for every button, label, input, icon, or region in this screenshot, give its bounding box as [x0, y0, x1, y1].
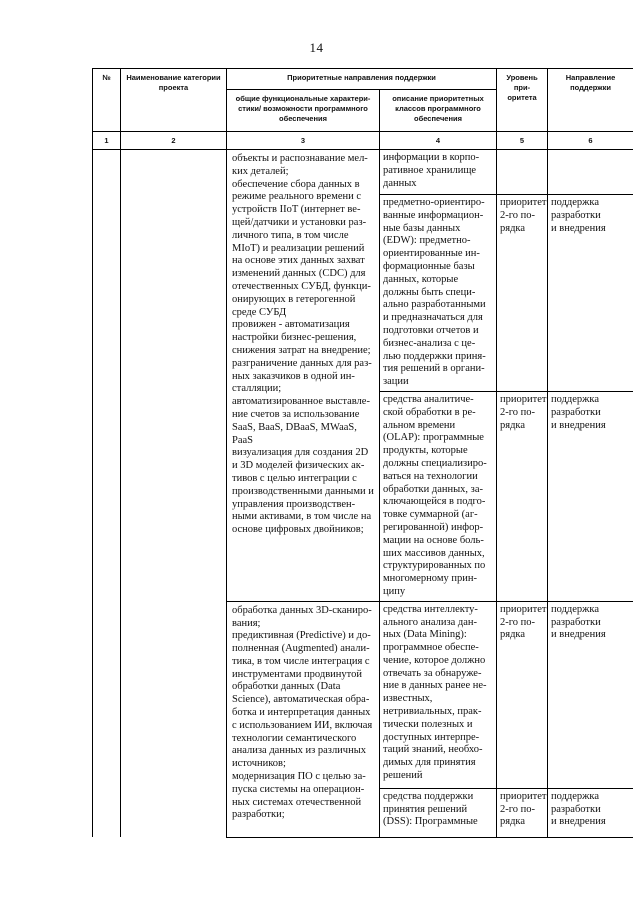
support-direction: поддержка разработки и внедрения [551, 603, 606, 641]
col-number-4: 4 [380, 132, 497, 150]
header-support-direction: Направление поддержки [565, 73, 616, 92]
class-description: средства интеллекту- ального анализа дан- ных (Data Mining): программное обеспе- чение, которое должно отвечать за обнаруже- ние в данных ранее не- известных, нетривиальных, прак- тически полезных и доступных интерпре- таций знаний, необхо- димых для принятия решений [383, 603, 487, 782]
priority-level: приоритет 2-го по- рядка [500, 790, 547, 828]
characteristics-text-2: обработка данных 3D-сканиро- вания; предиктивная (Predictive) и до- полненная (Augmented) анали- тика, в том числе интеграция с инструментами продвинутой обработки данных (Data Science), автоматическая обра- ботка и интерпретация данных с использованием ИИ, включая технологии семантического анализа данных из различных источников; модернизация ПО с целью за- пуска системы на операцион- ных системах отечественной разработки; [232, 604, 373, 821]
priority-level: приоритет 2-го по- рядка [500, 197, 547, 234]
header-number: № [102, 73, 111, 82]
support-directions-table [92, 68, 633, 838]
class-description: средства поддержки принятия решений (DSS): Программные [383, 790, 478, 828]
col-number-2: 2 [121, 132, 227, 150]
characteristics-text-1: объекты и распознавание мел- ких деталей; обеспечение сбора данных в режиме реального времени с устройств IIoT (интернет ве- щей/датчики и установки раз- личного типа, в том числе MIoT) и реализации решений на основе этих данных захват изменений данных (CDC) для отечественных СУБД, функци- онирующих в гетерогенной среде СУБД провижен - автоматизация настройки бизнес-решения, снижения затрат на внедрение; разграничение данных для раз- ных заказчиков в одной ин- сталляции; автоматизированное выставле- ние счетов за использование SaaS, BaaS, DBaaS, MWaaS, PaaS визуализация для создания 2D и 3D моделей физических ак- тивов с целью интеграции с производственными данными и управления производствен- ными активами, в том числе на основе цифровых двойников; [232, 153, 374, 536]
cell-empty-category [121, 601, 227, 837]
header-general-characteristics: общие функциональные характери- стики/ возможности программного обеспечения [235, 94, 371, 123]
class-description: предметно-ориентиро- ванные информацион- ные базы данных (EDW): предметно- ориентированные ин- формационные базы данных, которые должны быть специ- ально разработанными и предназначаться для подготовки отчетов и бизнес-анализа с це- лью поддержки приня- тия решений в органи- зации [383, 197, 486, 388]
col-number-6: 6 [548, 132, 633, 150]
cell-empty-number [93, 601, 121, 837]
page-number: 14 [309, 40, 324, 55]
col-number-1: 1 [93, 132, 121, 150]
class-description: средства аналитиче- ской обработки в ре- альном времени (OLAP): программные продукты, которые должны специализиро- ваться на технологии обработки данных, за- ключающейся в подго- товке суммарной (аг- регированной) инфор- мации на основе боль- ших массивов данных, структурированных по многомерному прин- ципу [383, 393, 487, 597]
numbering-row [93, 132, 633, 150]
header-priority-directions: Приоритетные направления поддержки [287, 73, 436, 82]
header-row-1 [93, 69, 633, 90]
table-row [93, 601, 633, 788]
col-number-3: 3 [227, 132, 380, 150]
priority-level: приоритет 2-го по- рядка [500, 393, 547, 431]
support-direction: поддержка разработки и внедрения [551, 197, 606, 234]
support-direction: поддержка разработки и внедрения [551, 790, 606, 828]
cell-general-characteristics [227, 601, 380, 837]
table-row [93, 150, 633, 195]
col-number-5: 5 [497, 132, 548, 150]
header-class-description: описание приоритетных классов программного обеспечения [392, 94, 484, 123]
support-direction: поддержка разработки и внедрения [551, 393, 606, 431]
priority-level [497, 150, 547, 154]
header-priority-level: Уровень при- оритета [506, 73, 538, 102]
header-category-name: Наименование категории проекта [126, 73, 221, 92]
cell-empty-category [121, 150, 227, 602]
class-description: информации в корпо- ративное хранилище данных [383, 152, 480, 189]
priority-level: приоритет 2-го по- рядка [500, 603, 547, 641]
cell-general-characteristics [227, 150, 380, 602]
cell-empty-number [93, 150, 121, 602]
support-direction [548, 150, 633, 154]
